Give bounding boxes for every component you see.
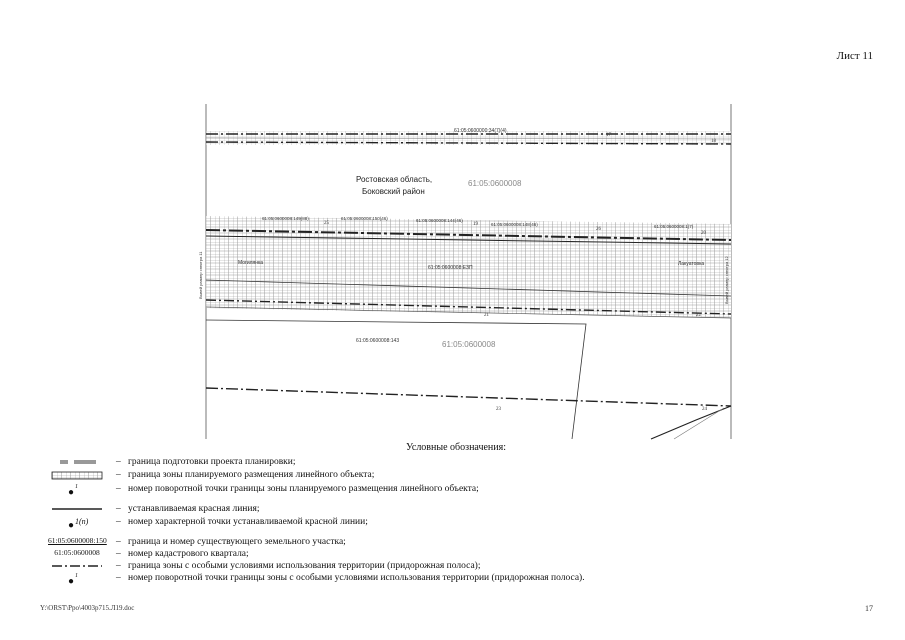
- turning-point-symbol: ● 1: [68, 484, 78, 498]
- sheet-number: Лист 11: [836, 50, 873, 62]
- page-number: 17: [865, 604, 873, 613]
- place-label-right: Лакуатовка: [678, 261, 705, 267]
- legend-item: – граница зоны планируемого размещения линейного объекта;: [48, 469, 768, 482]
- legend-text: номер кадастрового квартала;: [128, 549, 249, 559]
- legend-text: номер характерной точки устанавливаемой красной линии;: [128, 517, 368, 527]
- legend-item: ● 1 – номер поворотной точки границы зоны планируемого размещения линейного объекта;: [48, 483, 768, 496]
- region-label: Ростовская область,: [356, 175, 433, 184]
- file-path: Y:\ORST\Ppo\4003р715.Л19.doc: [40, 604, 135, 612]
- parcel-row-label: 61:05:0600008:148(46): [491, 222, 538, 227]
- planning-boundary-symbol: [48, 456, 106, 469]
- legend-item: – устанавливаемая красная линия;: [48, 503, 768, 516]
- point-label: 18: [711, 139, 716, 144]
- parcel-row-label: 61:05:0600008:149(88): [262, 216, 309, 221]
- planning-map: [198, 104, 731, 439]
- parcel-label-top: 61:05:0600000:34(7)(4): [454, 128, 507, 134]
- legend-item: ● 1(n) – номер характерной точки устанавливаемой красной линии;: [48, 516, 768, 529]
- legend-text: номер поворотной точки границы зоны с особыми условиями использования территории (придорожная полоса).: [128, 573, 585, 583]
- quarter-label-bottom: 61:05:0600008: [442, 340, 496, 349]
- point-label: 25: [324, 221, 329, 226]
- cadastral-quarter-symbol: 61:05:0600008: [54, 548, 100, 557]
- legend-item: 61:05:0600008 – номер кадастрового квартала;: [48, 548, 768, 561]
- point-label: 20: [701, 231, 706, 236]
- parcel-symbol: 61:05:0600008:150: [48, 536, 107, 545]
- legend-text: номер поворотной точки границы зоны планируемого размещения линейного объекта;: [128, 484, 479, 494]
- legend-item: – граница зоны с особыми условиями использования территории (придорожная полоса);: [48, 560, 768, 573]
- point-label: 26: [596, 227, 601, 232]
- place-label-left: Могилянка: [238, 260, 264, 266]
- parcel-row-label: 61:05:0600008:144(46): [416, 218, 463, 223]
- legend-text: граница зоны планируемого размещения линейного объекта;: [128, 470, 375, 480]
- point-label: 21: [484, 313, 489, 318]
- legend-text: граница зоны с особыми условиями использования территории (придорожная полоса);: [128, 561, 481, 571]
- legend-item: – граница подготовки проекта планировки;: [48, 456, 768, 469]
- quarter-label-top: 61:05:0600008: [468, 179, 522, 188]
- legend-text: устанавливаемая красная линия;: [128, 504, 260, 514]
- legend-text: граница подготовки проекта планировки;: [128, 457, 296, 467]
- point-label: 19: [473, 222, 478, 227]
- legend-text: граница и номер существующего земельного участка;: [128, 537, 346, 547]
- red-line-point-symbol: ● 1(n): [68, 517, 89, 531]
- legend-item: 61:05:0600008:150 – граница и номер существующего земельного участка;: [48, 536, 346, 547]
- district-label: Боковский район: [362, 187, 425, 196]
- legend-item: ● 1 – номер поворотной точки границы зоны с особыми условиями использования территории (придорожная полоса).: [48, 572, 768, 585]
- point-label: 22: [696, 313, 701, 318]
- point-label: 17: [606, 133, 611, 138]
- legend-title: Условные обозначения:: [406, 442, 507, 453]
- point-label: 24: [702, 407, 707, 412]
- point-label: 23: [496, 407, 501, 412]
- parcel-row-label: 61:05:0600008:150(46): [341, 216, 388, 221]
- parcel-label-bottom: 61:05:0600008:143: [356, 338, 400, 344]
- parcel-row-label: 61:05:0600008:1(7): [654, 224, 694, 229]
- parcel-road-label: 61:05:0600008:ЕЗП: [428, 265, 473, 271]
- side-note-right: Вывей размер спектра 12: [724, 256, 729, 304]
- roadside-point-symbol: ● 1: [68, 573, 78, 587]
- side-note-left: Вывей размер спектра 11: [198, 251, 203, 299]
